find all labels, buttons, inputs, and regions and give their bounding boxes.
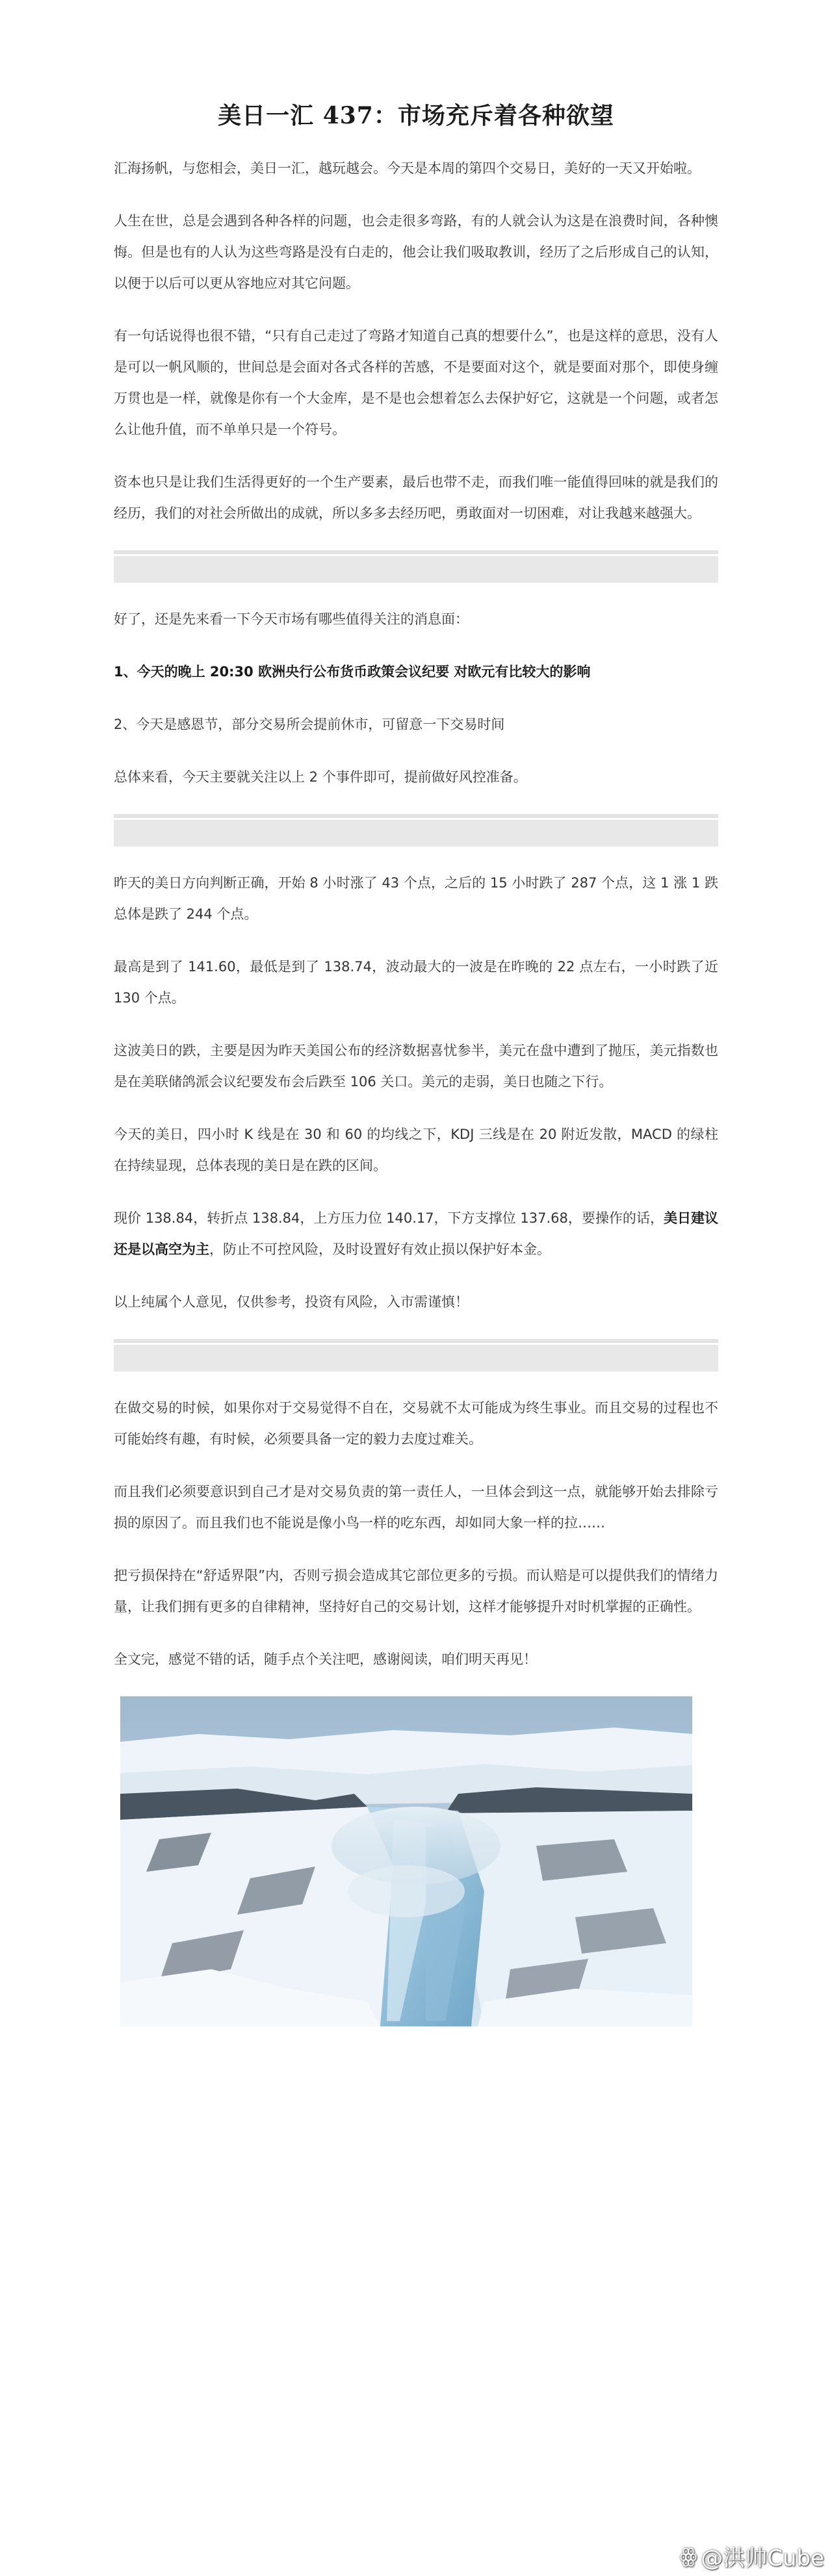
analysis-paragraph-1: 昨天的美日方向判断正确，开始 8 小时涨了 43 个点，之后的 15 小时跌了 287 个点，这 1 涨 1 跌总体是跌了 244 个点。 (114, 875, 718, 922)
section-divider-2 (114, 814, 718, 847)
watermark-text: @洪帅Cube (701, 2545, 824, 2571)
article-body (114, 153, 718, 2026)
analysis-p5-pre: 现价 138.84，转折点 138.84，上方压力位 140.17，下方支撑位 137.68，要操作的话， (114, 1210, 664, 1226)
analysis-p5-post: ，防止不可控风险，及时设置好有效止损以保护好本金。 (209, 1242, 551, 1257)
analysis-p5-bold: 美日建议还是以高空为主 (114, 1210, 718, 1257)
intro-paragraph-2: 人生在世，总是会遇到各种各样的问题，也会走很多弯路，有的人就会认为这是在浪费时间，各种懊悔。但是也有的人认为这些弯路是没有白走的，他会让我们吸取教训，经历了之后形成自己的认知，以便于以后可以更从容地应对其它问题。 (114, 213, 718, 291)
section-divider-1 (114, 550, 718, 583)
closing-paragraph-3: 把亏损保持在“舒适界限”内，否则亏损会造成其它部位更多的亏损。而认赔是可以提供我们的情绪力量，让我们拥有更多的自律精神，坚持好自己的交易计划，这样才能够提升对时机掌握的正确性。 (114, 1568, 718, 1614)
analysis-paragraph-5 (114, 1203, 718, 1265)
analysis-paragraph-3: 这波美日的跌，主要是因为昨天美国公布的经济数据喜忧参半，美元在盘中遭到了抛压，美元指数也是在美联储鸽派会议纪要发布会后跌至 106 关口。美元的走弱，美日也随之下行。 (114, 1043, 718, 1090)
news-item-1: 1、今天的晚上 20:30 欧洲央行公布货币政策会议纪要 对欧元有比较大的影响 (114, 664, 591, 680)
analysis-paragraph-4: 今天的美日，四小时 K 线是在 30 和 60 的均线之下，KDJ 三线是在 20 附近发散，MACD 的绿柱在持续显现，总体表现的美日是在跌的区间。 (114, 1127, 718, 1173)
closing-paragraph-4: 全文完，感觉不错的话，随手点个关注吧，感谢阅读，咱们明天再见！ (114, 1651, 537, 1667)
article-title: 美日一汇 437：市场充斥着各种欲望 (218, 102, 614, 129)
frozen-waterfall-photo (120, 1696, 692, 2026)
intro-paragraph-4: 资本也只是让我们生活得更好的一个生产要素，最后也带不走，而我们唯一能值得回味的就是我们的经历，我们的对社会所做出的成就，所以多多去经历吧，勇敢面对一切困难，对让我越来越强大。 (114, 474, 718, 521)
news-lead: 好了，还是先来看一下今天市场有哪些值得关注的消息面： (114, 611, 469, 627)
closing-paragraph-2: 而且我们必须要意识到自己才是对交易负责的第一责任人，一旦体会到这一点，就能够开始去排除亏损的原因了。而且我们也不能说是像小鸟一样的吃东西，却如同大象一样的拉…… (114, 1484, 718, 1531)
closing-paragraph-1: 在做交易的时候，如果你对于交易觉得不自在，交易就不太可能成为终生事业。而且交易的过程也不可能始终有趣，有时候，必须要具备一定的毅力去度过难关。 (114, 1400, 718, 1447)
watermark (680, 2540, 824, 2572)
news-summary: 总体来看，今天主要就关注以上 2 个事件即可，提前做好风控准备。 (114, 769, 527, 785)
news-item-2: 2、今天是感恩节，部分交易所会提前休市，可留意一下交易时间 (114, 717, 505, 732)
disclaimer: 以上纯属个人意见，仅供参考，投资有风险，入市需谨慎！ (114, 1294, 469, 1310)
weibo-icon: ꙮ (679, 2545, 697, 2568)
intro-paragraph-3: 有一句话说得也很不错，“只有自己走过了弯路才知道自己真的想要什么”，也是这样的意思，没有人是可以一帆风顺的，世间总是会面对各式各样的苦感，不是要面对这个，就是要面对那个，即使身缠万贯也是一样，就像是你有一个大金库，是不是也会想着怎么去保护好它，这就是一个问题，或者怎么让他升值，而不单单只是一个符号。 (114, 328, 718, 437)
intro-paragraph-1: 汇海扬帆，与您相会，美日一汇，越玩越会。今天是本周的第四个交易日，美好的一天又开始啦。 (114, 160, 701, 176)
section-divider-3 (114, 1339, 718, 1371)
analysis-paragraph-2: 最高是到了 141.60，最低是到了 138.74，波动最大的一波是在昨晚的 22 点左右，一小时跌了近 130 个点。 (114, 959, 718, 1006)
